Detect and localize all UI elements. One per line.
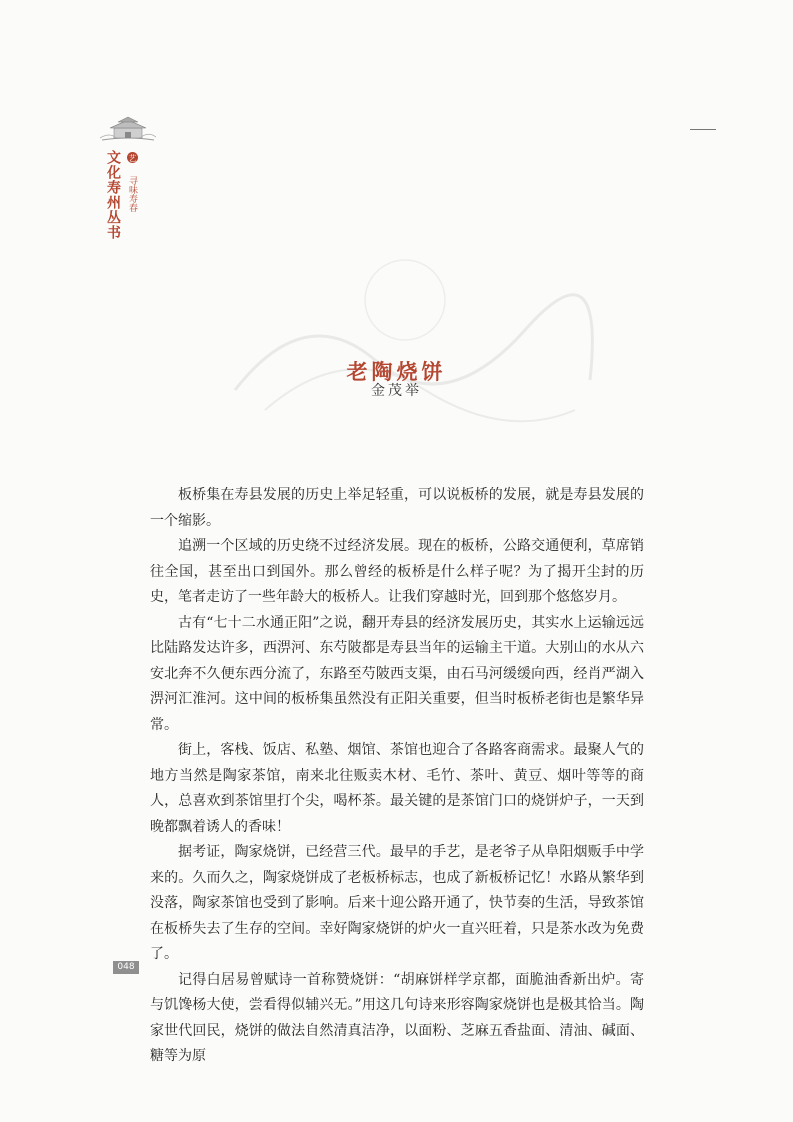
paragraph: 板桥集在寿县发展的历史上举足轻重，可以说板桥的发展，就是寿县发展的一个缩影。: [150, 487, 644, 529]
article-author: 金茂举: [371, 383, 422, 399]
paragraph: 追溯一个区域的历史绕不过经济发展。现在的板桥，公路交通便利，草席销往全国，甚至出口到国外。那么曾经的板桥是什么样子呢？为了揭开尘封的历史，笔者走访了一些年龄大的板桥人。让我们穿越时光，回到那个悠悠岁月。: [150, 538, 644, 605]
paragraph: 古有“七十二水通正阳”之说，翻开寿县的经济发展历史，其实水上运输远远比陆路发达许多，西淠河、东芍陂都是寿县当年的运输主干道。大别山的水从六安北奔不久便东西分流了，东路至芍陂西支渠，由石马河缓缓向西，经肖严湖入淠河汇淮河。这中间的板桥集虽然没有正阳关重要，但当时板桥老街也是繁华异常。: [150, 614, 644, 733]
article-body: [150, 483, 644, 1070]
sub-label-text: 寻味寿春: [127, 176, 137, 212]
article-title: 老陶烧饼: [346, 360, 447, 385]
series-name: 文化寿州丛书: [105, 150, 121, 240]
ink-wash-decoration: [225, 240, 595, 430]
seal-badge: 艺: [128, 153, 137, 162]
paragraph: 街上，客栈、饭店、私塾、烟馆、茶馆也迎合了各路客商需求。最聚人气的地方当然是陶家茶馆，南来北往贩卖木材、毛竹、茶叶、黄豆、烟叶等等的商人，总喜欢到茶馆里打个尖，喝杯茶。最关键的是茶馆门口的烧饼炉子，一天到晚都飘着诱人的香味！: [150, 742, 644, 835]
series-sub-label: [126, 152, 139, 240]
paragraph: 记得白居易曾赋诗一首称赞烧饼：“胡麻饼样学京都，面脆油香新出炉。寄与饥馋杨大使，尝看得似辅兴无。”用这几句诗来形容陶家烧饼也是极其恰当。陶家世代回民，烧饼的做法自然清真洁净，以面粉、芝麻五香盐面、清油、碱面、糖等为原: [150, 971, 644, 1064]
city-gate-emblem: [100, 116, 156, 142]
paragraph: 据考证，陶家烧饼，已经营三代。最早的手艺，是老爷子从阜阳烟贩手中学来的。久而久之，陶家烧饼成了老板桥标志，也成了新板桥记忆！水路从繁华到没落，陶家茶馆也受到了影响。后来十迎公路开通了，快节奏的生活，导致茶馆在板桥失去了生存的空间。幸好陶家烧饼的炉火一直兴旺着，只是茶水改为免费了。: [150, 844, 644, 962]
top-right-rule: [690, 129, 716, 130]
page-number: 048: [113, 961, 139, 974]
series-header: [103, 150, 139, 240]
